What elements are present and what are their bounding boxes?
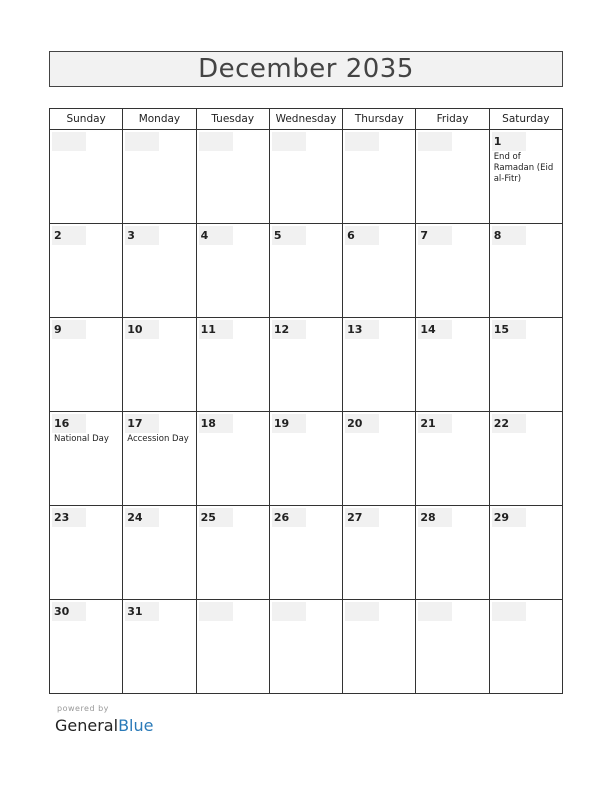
day-number: 23 <box>52 508 86 527</box>
day-cell[interactable] <box>123 412 196 506</box>
day-number: 11 <box>199 320 233 339</box>
day-number: 27 <box>345 508 379 527</box>
holiday-label: National Day <box>54 434 109 444</box>
day-cell[interactable] <box>269 412 342 506</box>
day-number: 24 <box>125 508 159 527</box>
day-cell[interactable] <box>343 224 416 318</box>
day-number <box>418 602 452 621</box>
day-number: 21 <box>418 414 452 433</box>
week-row <box>50 318 563 412</box>
day-number: 19 <box>272 414 306 433</box>
day-number <box>199 132 233 151</box>
day-number <box>199 602 233 621</box>
day-number: 14 <box>418 320 452 339</box>
day-cell[interactable] <box>196 130 269 224</box>
week-row <box>50 506 563 600</box>
day-cell[interactable] <box>50 412 123 506</box>
day-number <box>345 132 379 151</box>
day-number <box>272 602 306 621</box>
day-number: 2 <box>52 226 86 245</box>
calendar-grid <box>49 108 563 694</box>
day-number <box>272 132 306 151</box>
day-number: 18 <box>199 414 233 433</box>
day-cell[interactable] <box>416 412 489 506</box>
day-cell[interactable] <box>50 600 123 694</box>
day-cell[interactable] <box>489 224 562 318</box>
week-row <box>50 600 563 694</box>
day-number: 30 <box>52 602 86 621</box>
week-row <box>50 224 563 318</box>
day-number: 16 <box>52 414 86 433</box>
day-number: 6 <box>345 226 379 245</box>
holiday-label: End of Ramadan (Eid al-Fitr) <box>493 152 554 184</box>
weekday-header: Monday <box>123 109 196 130</box>
day-cell[interactable] <box>416 506 489 600</box>
day-cell[interactable] <box>416 600 489 694</box>
day-number: 9 <box>52 320 86 339</box>
weekday-header-row <box>50 109 563 130</box>
powered-by-label: powered by <box>57 704 109 713</box>
day-cell[interactable] <box>269 318 342 412</box>
weekday-header: Sunday <box>50 109 123 130</box>
day-cell[interactable] <box>50 130 123 224</box>
day-number <box>418 132 452 151</box>
day-cell[interactable] <box>123 318 196 412</box>
day-cell[interactable] <box>269 600 342 694</box>
day-number: 26 <box>272 508 306 527</box>
week-row <box>50 412 563 506</box>
day-cell[interactable] <box>50 318 123 412</box>
day-cell[interactable] <box>416 130 489 224</box>
day-number: 3 <box>125 226 159 245</box>
day-cell[interactable] <box>196 412 269 506</box>
day-number: 8 <box>492 226 526 245</box>
day-number: 29 <box>492 508 526 527</box>
day-cell[interactable] <box>343 600 416 694</box>
weekday-header: Saturday <box>489 109 562 130</box>
day-number: 1 <box>492 132 526 151</box>
day-cell[interactable] <box>50 224 123 318</box>
day-number <box>492 602 526 621</box>
day-cell[interactable] <box>343 412 416 506</box>
day-number: 4 <box>199 226 233 245</box>
weekday-header: Friday <box>416 109 489 130</box>
day-number: 17 <box>125 414 159 433</box>
day-cell[interactable] <box>50 506 123 600</box>
day-number <box>125 132 159 151</box>
day-number: 20 <box>345 414 379 433</box>
day-number: 28 <box>418 508 452 527</box>
week-row <box>50 130 563 224</box>
day-cell[interactable] <box>123 130 196 224</box>
day-number <box>345 602 379 621</box>
weekday-header: Thursday <box>343 109 416 130</box>
day-cell[interactable] <box>269 130 342 224</box>
day-number: 22 <box>492 414 526 433</box>
day-cell[interactable] <box>343 506 416 600</box>
day-cell[interactable] <box>489 506 562 600</box>
day-number: 25 <box>199 508 233 527</box>
holiday-label: Accession Day <box>127 434 189 444</box>
day-number: 5 <box>272 226 306 245</box>
day-cell[interactable] <box>196 600 269 694</box>
day-cell[interactable] <box>343 318 416 412</box>
day-cell[interactable] <box>196 318 269 412</box>
day-cell[interactable] <box>416 318 489 412</box>
day-cell[interactable] <box>489 600 562 694</box>
day-number: 10 <box>125 320 159 339</box>
day-cell[interactable] <box>196 506 269 600</box>
day-cell[interactable] <box>489 412 562 506</box>
weekday-header: Wednesday <box>269 109 342 130</box>
day-cell[interactable] <box>416 224 489 318</box>
day-cell[interactable] <box>196 224 269 318</box>
day-cell[interactable] <box>269 506 342 600</box>
day-cell[interactable] <box>489 318 562 412</box>
brand-general: General <box>55 716 119 735</box>
day-cell[interactable] <box>123 600 196 694</box>
day-cell[interactable] <box>343 130 416 224</box>
day-cell[interactable] <box>123 224 196 318</box>
day-cell[interactable] <box>489 130 562 224</box>
day-number <box>52 132 86 151</box>
day-cell[interactable] <box>269 224 342 318</box>
day-number: 12 <box>272 320 306 339</box>
day-number: 15 <box>492 320 526 339</box>
generalblue-logo[interactable] <box>55 716 153 735</box>
calendar-title-box <box>49 51 563 87</box>
day-number: 31 <box>125 602 159 621</box>
weekday-header: Tuesday <box>196 109 269 130</box>
day-number: 13 <box>345 320 379 339</box>
day-cell[interactable] <box>123 506 196 600</box>
brand-blue: Blue <box>118 716 154 735</box>
day-number: 7 <box>418 226 452 245</box>
calendar-title: December 2035 <box>198 54 414 84</box>
